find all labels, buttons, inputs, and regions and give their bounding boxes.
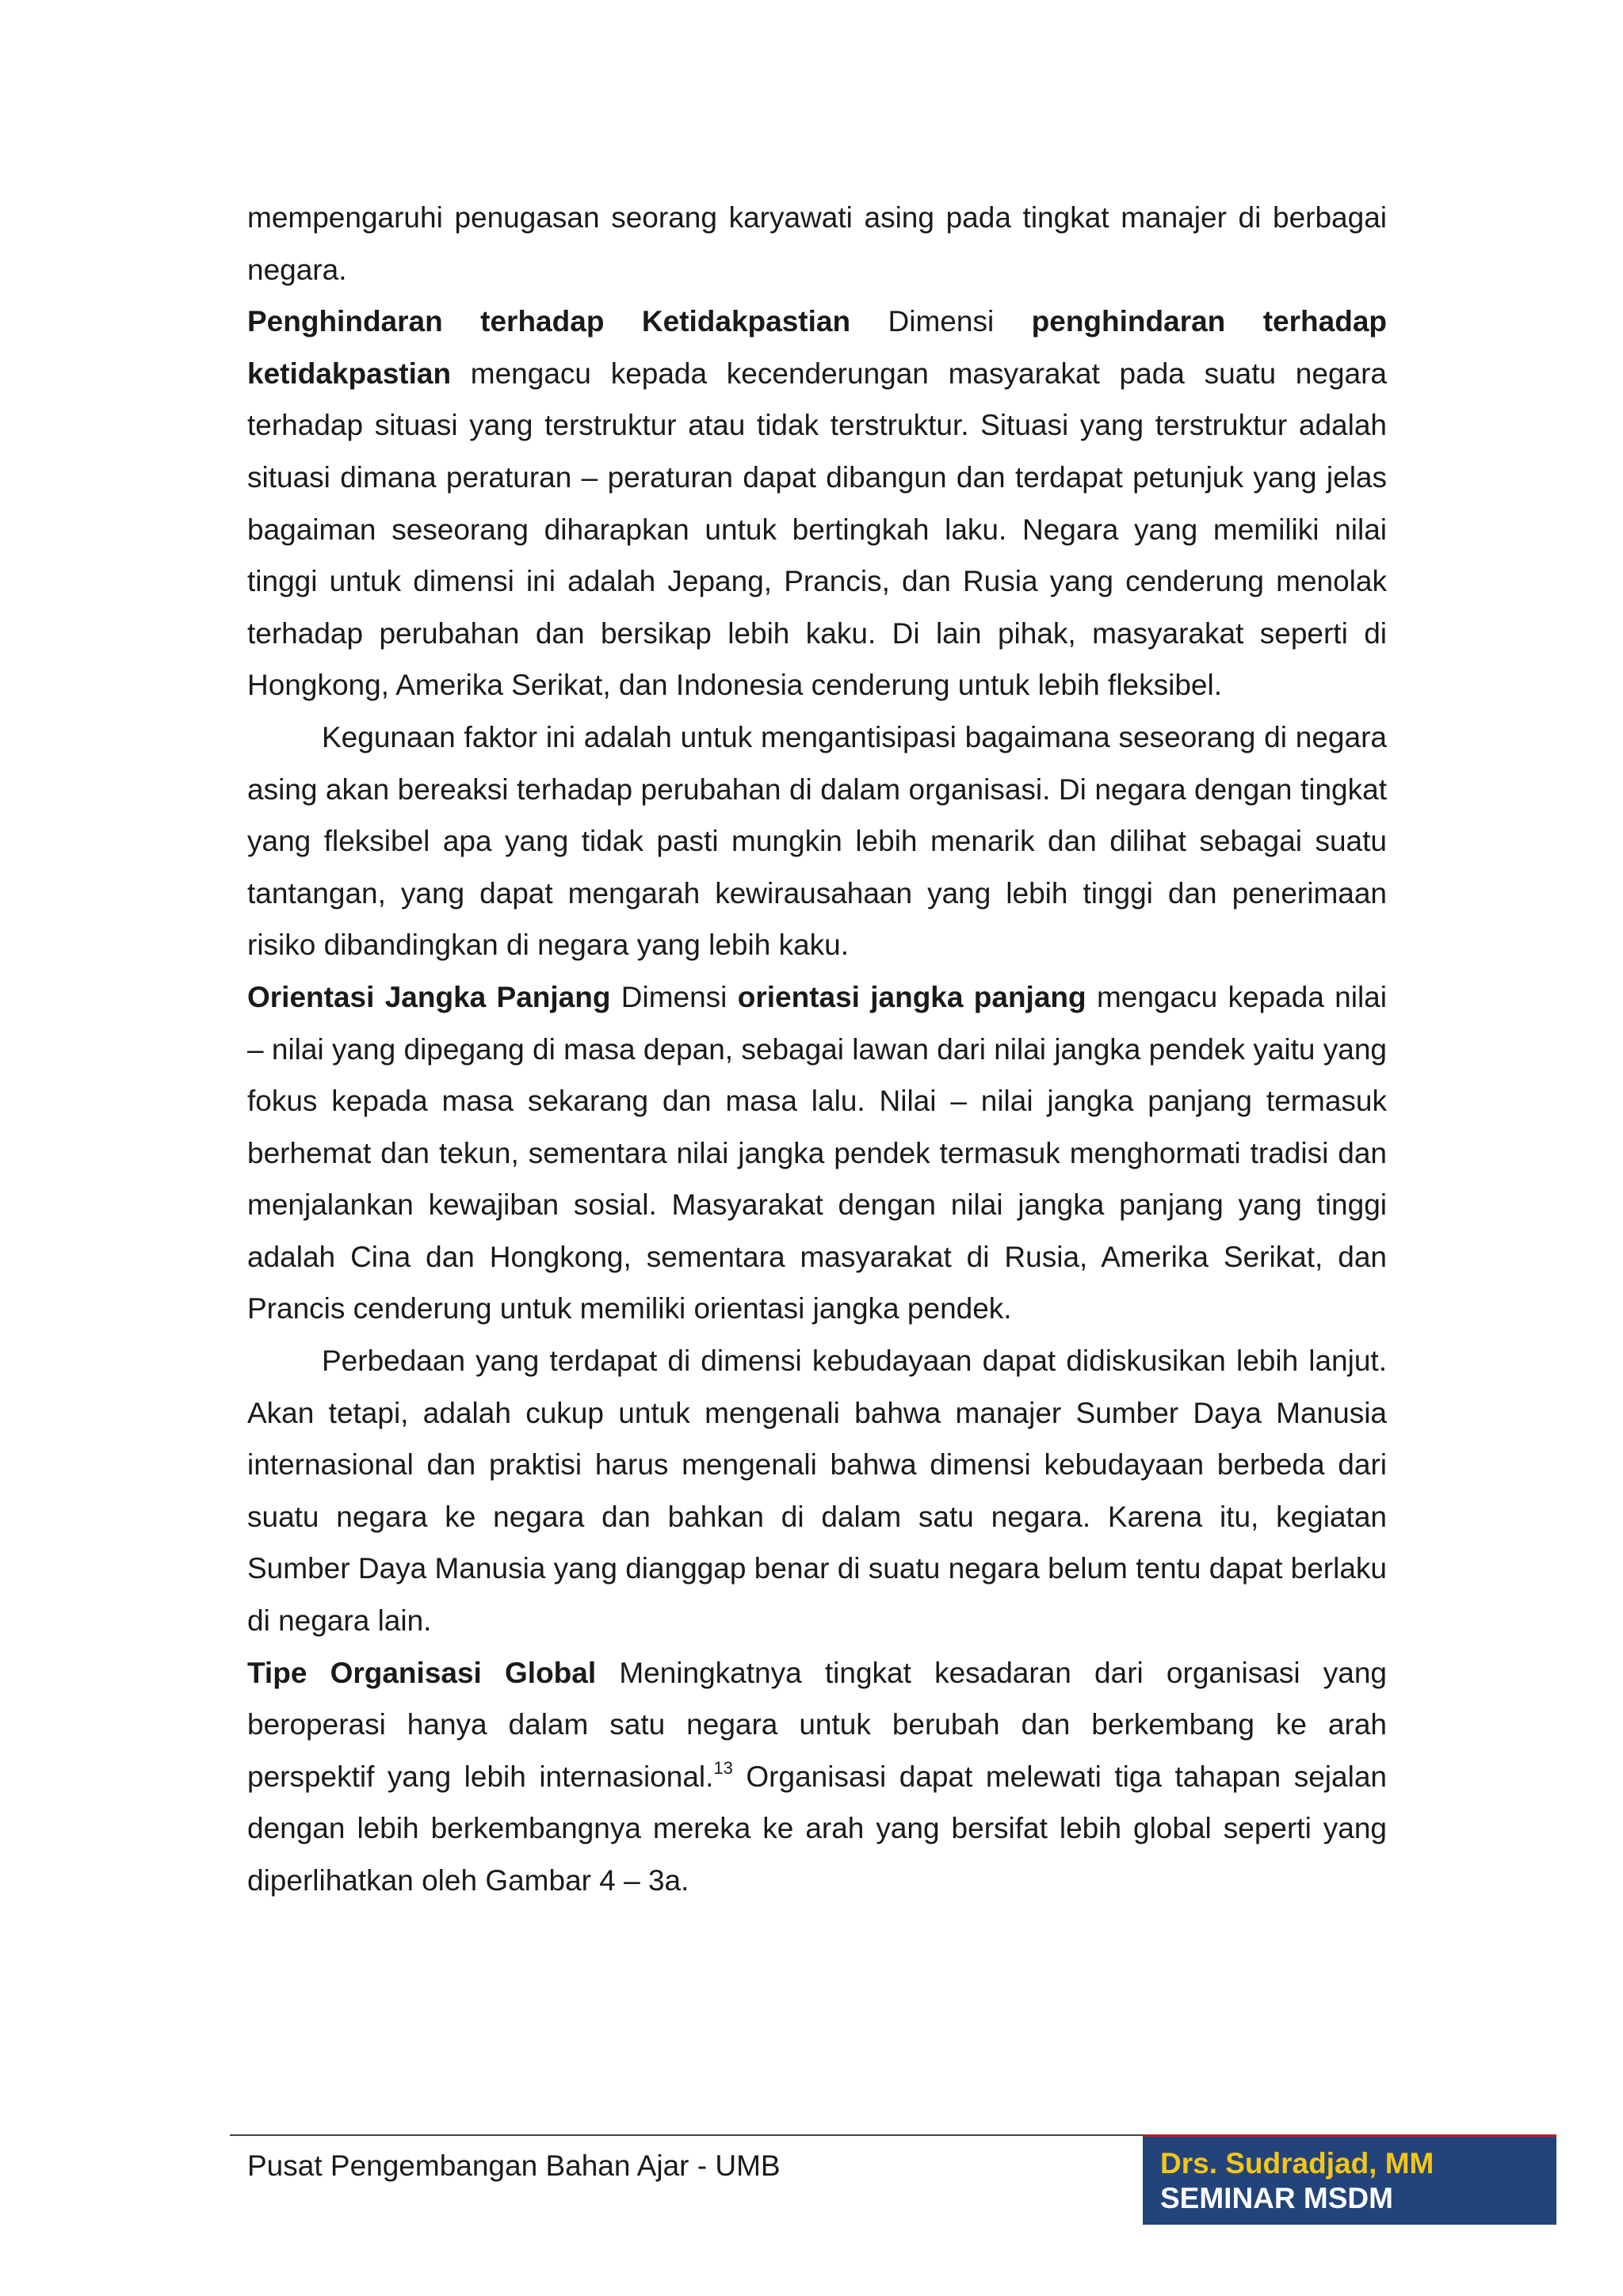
paragraph-2-text-a: Dimensi [850, 305, 1032, 338]
paragraph-long-term-orientation [247, 971, 1387, 1335]
section-heading-uncertainty-avoidance: Penghindaran terhadap Ketidakpastian [247, 305, 851, 338]
paragraph-1-text: mempengaruhi penugasan seorang karyawati asing pada tingkat manajer di berbagai negara. [247, 201, 1387, 286]
footer-publisher: Pusat Pengembangan Bahan Ajar - UMB [247, 2149, 781, 2182]
footer-author-box [1143, 2134, 1556, 2225]
paragraph-5-text: Perbedaan yang terdapat di dimensi kebudayaan dapat didiskusikan lebih lanjut. Akan tetapi, adalah cukup untuk mengenali bahwa manajer Sumber Daya Manusia internasional dan praktisi harus mengenali bahwa dimensi kebudayaan berbeda dari suatu negara ke negara dan bahkan di dalam satu negara. Karena itu, kegiatan Sumber Daya Manusia yang dianggap benar di suatu negara belum tentu dapat berlaku di negara lain. [247, 1344, 1387, 1638]
footer-author: Drs. Sudradjad, MM [1160, 2147, 1434, 2180]
paragraph-uncertainty-avoidance [247, 296, 1387, 711]
paragraph-5 [247, 1335, 1387, 1647]
paragraph-1 [247, 192, 1387, 296]
paragraph-3-text: Kegunaan faktor ini adalah untuk mengantisipasi bagaimana seseorang di negara asing akan bereaksi terhadap perubahan di dalam organisasi. Di negara dengan tingkat yang fleksibel apa yang tidak pasti mungkin lebih menarik dan dilihat sebagai suatu tantangan, yang dapat mengarah kewirausahaan yang lebih tinggi dan penerimaan risiko dibandingkan di negara yang lebih kaku. [247, 720, 1387, 962]
paragraph-3 [247, 711, 1387, 971]
paragraph-6-text-b: Organisasi dapat melewati tiga tahapan sejalan dengan lebih berkembangnya mereka ke arah yang bersifat lebih global seperti yang diperlihatkan oleh Gambar 4 – 3a. [247, 1760, 1387, 1897]
paragraph-2-bold-term: penghindaran terhadap ketidakpastian [247, 305, 1387, 390]
footer-course: SEMINAR MSDM [1160, 2182, 1393, 2214]
section-heading-global-organization-type: Tipe Organisasi Global [247, 1656, 597, 1689]
footer-divider [230, 2134, 1263, 2136]
document-body [247, 192, 1387, 1907]
paragraph-2-text-b: mengacu kepada kecenderungan masyarakat pada suatu negara terhadap situasi yang terstruktur atau tidak terstruktur. Situasi yang terstruktur adalah situasi dimana peraturan – peraturan dapat dibangun dan terdapat petunjuk yang jelas bagaiman seseorang diharapkan untuk bertingkah laku. Negara yang memiliki nilai tinggi untuk dimensi ini adalah Jepang, Prancis, dan Rusia yang cenderung menolak terhadap perubahan dan bersikap lebih kaku. Di lain pihak, masyarakat seperti di Hongkong, Amerika Serikat, dan Indonesia cenderung untuk lebih fleksibel. [247, 357, 1387, 702]
paragraph-6-text-a: Meningkatnya tingkat kesadaran dari organisasi yang beroperasi hanya dalam satu negara untuk berubah dan berkembang ke arah perspektif yang lebih internasional. [247, 1656, 1387, 1793]
paragraph-4-bold-term: orientasi jangka panjang [737, 980, 1086, 1013]
section-heading-long-term-orientation: Orientasi Jangka Panjang [247, 980, 611, 1013]
paragraph-global-organization-type [247, 1647, 1387, 1907]
paragraph-4-text-a: Dimensi [610, 980, 738, 1013]
paragraph-4-text-b: mengacu kepada nilai – nilai yang dipegang di masa depan, sebagai lawan dari nilai jangka pendek yaitu yang fokus kepada masa sekarang dan masa lalu. Nilai – nilai jangka panjang termasuk berhemat dan tekun, sementara nilai jangka pendek termasuk menghormati tradisi dan menjalankan kewajiban sosial. Masyarakat dengan nilai jangka panjang yang tinggi adalah Cina dan Hongkong, sementara masyarakat di Rusia, Amerika Serikat, dan Prancis cenderung untuk memiliki orientasi jangka pendek. [247, 980, 1387, 1325]
footnote-marker: 13 [713, 1757, 733, 1778]
